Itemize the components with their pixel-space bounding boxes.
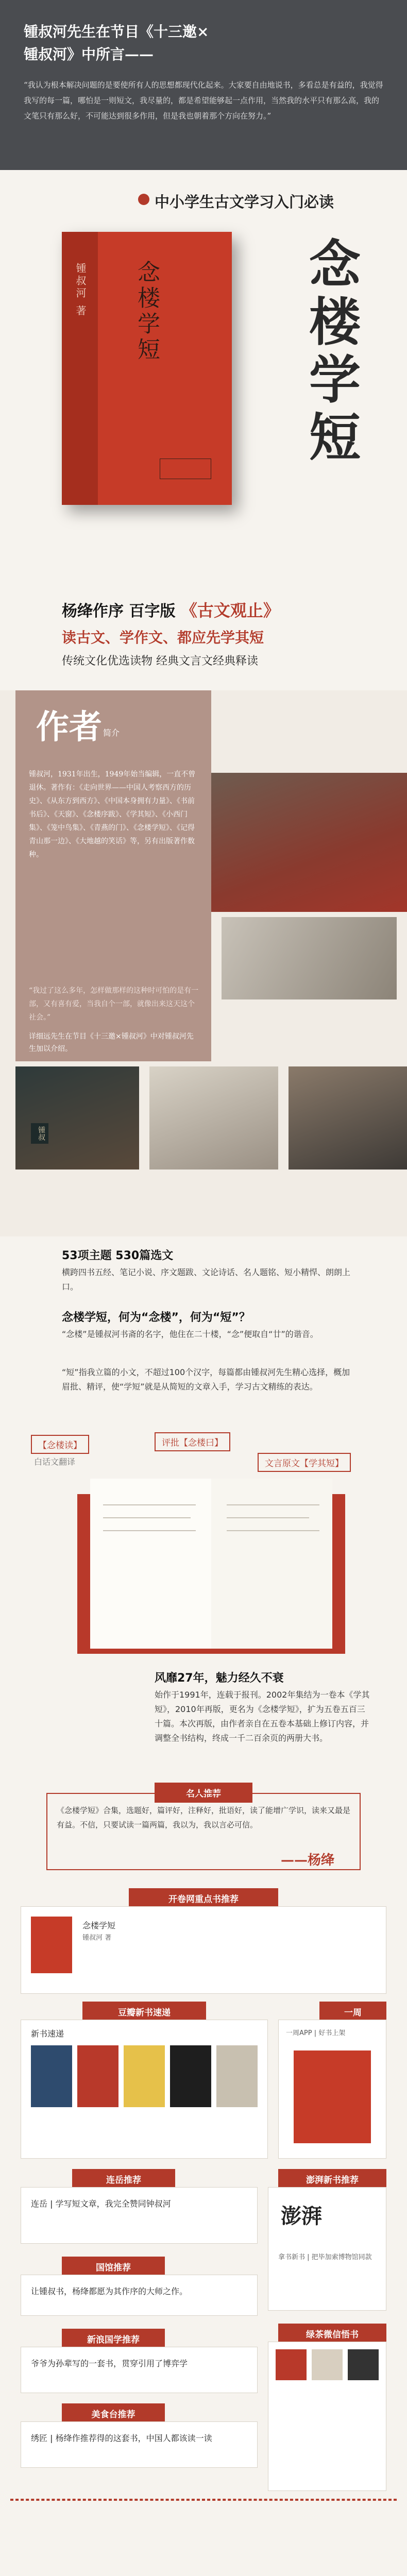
rec-thumb (294, 2050, 371, 2143)
author-name-tag: 锺叔 (31, 1123, 48, 1144)
popularity-heading: 风靡27年，魅力经久不衰 (155, 1672, 284, 1685)
calligraphy-title: 念楼学短 (300, 237, 361, 468)
book-stack-photo (211, 773, 407, 912)
rec-book-author: 锺叔河 著 (82, 1934, 112, 1942)
short-text: “短”指我立篇的小文，不超过100个汉字，每篇都由锺叔河先生精心选择，概加眉批、精评，使“学短”就是从简短的文章入手，学习古文精练的表达。 (62, 1367, 350, 1392)
hero-tagline: 中小学生古文学习入门必读 (155, 193, 334, 211)
author-note: 详细远先生在节目《十三邀×锺叔河》中对锺叔河先生加以介绍。 (29, 1032, 194, 1053)
rec-yizhou-text: 一周APP | 好书上架 (286, 2029, 346, 2037)
quote-section (0, 0, 407, 170)
rec-card-kaijuan (21, 1906, 386, 1994)
text-line (103, 1504, 196, 1505)
rec-thumb (312, 2349, 343, 2380)
rec-card-meishi (21, 2421, 258, 2468)
rec-thumb (276, 2349, 307, 2380)
rec-ribbon-douban: 豆瓣新书速递 (82, 2002, 206, 2022)
divider (10, 2499, 397, 2501)
name-heading: 念楼学短，何为“念楼”，何为“短”？ (62, 1311, 250, 1324)
rec-thumb (124, 2045, 165, 2107)
rec-thumb (170, 2045, 211, 2107)
name-text: “念楼”是锺叔河书斋的名字，他住在二十楼，“念”便取自“廿”的谐音。 (62, 1329, 318, 1339)
book-cover-label (160, 459, 211, 479)
author-subheading: 简介 (103, 728, 120, 738)
hero-line-1 (62, 598, 371, 621)
popularity-text: 始作于1991年，连载于报刊。2002年集结为一卷本《学其短》，2010年再版，更名为《念楼学短》，扩为五卷五百三十篇。本次再版，由作者亲自在五卷本基础上修订内容，并调整全书结构，终成一千二百余页的两册大书。 (155, 1690, 370, 1743)
hero-line-3: 传统文化优选读物 经典文言文经典释读 (62, 655, 258, 668)
author-heading: 作者 (36, 708, 102, 747)
rec-lianyue-text: 连岳 | 学写短文章，我完全赞同钟叔河 (31, 2199, 171, 2209)
book-pages-photo (222, 917, 397, 999)
hero-line-2: 读古文、学作文、都应先学其短 (62, 629, 264, 646)
topic-heading: 53项主题 530篇选文 (62, 1249, 174, 1262)
quote-title (24, 21, 383, 66)
recommendations-section (0, 1762, 407, 2576)
author-bio: 锺叔河，1931年出生，1949年始当编辑，一直不曾退休。著作有：《走向世界——中国人考察西方的历史》、《从东方到西方》、《中国本身拥有力量》、《书前书后》、《天窗》、《念楼序跋》、《学其短》、《小西门集》、《笼中鸟集》、《青燕的门》、《念楼学短》、《记得青山那一边》、《大地越的笑话》等，另有出版著作数种。 (29, 770, 196, 859)
author-photo (15, 1066, 139, 1170)
tag-commentary: 评批【念楼曰】 (155, 1432, 230, 1451)
quote-body: “我认为根本解决问题的是要使所有人的思想都现代化起来。大家要自由地说书，多看总是有益的，我觉得我写的每一篇，哪怕是一则短文，我尽量的，都是希望能够起一点作用，当然我的水平只有那么高，我的文笔只有那么好，不可能达到很多作用，但是我也朝着那个方向在努力。” (24, 80, 383, 121)
topic-text: 横跨四书五经、笔记小说、序文题跋、文论诗话、名人题铭、短小精悍、朗朗上口。 (62, 1267, 351, 1292)
rec-book-thumb (31, 1917, 72, 1973)
rec-thumb (348, 2349, 379, 2380)
pengpai-logo: 澎湃 (281, 2204, 322, 2228)
quote-title-line-2: 锺叔河》中所言—— (24, 46, 154, 63)
tag-translation: 【念楼读】 (31, 1435, 89, 1454)
study-photo (289, 1066, 407, 1170)
rec-guoguan-text: 让锺叔书，杨绛都愿为其作序的大师之作。 (31, 2286, 188, 2296)
rec-card-lianyue (21, 2187, 258, 2244)
book-cover-title: 念楼学短 (133, 260, 160, 363)
rec-ribbon-meishi: 美食台推荐 (62, 2403, 165, 2424)
text-line (227, 1504, 319, 1505)
hero-line-1b: 《古文观止》 (180, 601, 280, 620)
tag-translation-sub: 白话文翻译 (34, 1457, 76, 1467)
seal-icon (138, 194, 149, 205)
intro-section (0, 1236, 407, 1762)
hero-lines (62, 598, 371, 668)
rec-pengpai-text: 拿书新书 | 把毕加索博物馆同款 (278, 2253, 372, 2261)
rec-ribbon-xinlang: 新浪国学推荐 (62, 2329, 165, 2349)
rec-ribbon-lvcha: 绿茶微信悟书 (278, 2324, 386, 2344)
text-line (227, 1530, 319, 1531)
rec-meishi-text: 绣匠 | 杨绛作推荐得的这套书，中国人都该读一读 (31, 2433, 212, 2443)
rec-ribbon-lianyue: 连岳推荐 (72, 2169, 175, 2189)
rec-ribbon-yizhou: 一周 (319, 2002, 386, 2022)
text-line (227, 1517, 309, 1518)
page-spread-photo (149, 1066, 278, 1170)
rec-thumb (31, 2045, 72, 2107)
rec-book-title: 念楼学短 (82, 1921, 116, 1930)
text-line (103, 1517, 191, 1518)
book-spine-text: 锺叔河 著 (74, 263, 87, 318)
celebrity-ribbon: 名人推荐 (155, 1783, 252, 1803)
rec-ribbon-pengpai: 澎湃新书推荐 (278, 2169, 386, 2189)
rec-douban-title: 新书速递 (31, 2029, 64, 2039)
quote-title-line-1: 锺叔河先生在节目《十三邀× (24, 23, 209, 40)
rec-ribbon-guoguan: 国馆推荐 (62, 2257, 165, 2277)
hero-section (0, 170, 407, 690)
rec-ribbon-kaijuan: 开卷网重点书推荐 (129, 1888, 278, 1908)
celebrity-text: 《念楼学短》合集，选题好，篇评好，注释好，批语好，读了能增广学识，读来又最是有益。不信，只要试读一篇两篇，我以为，我以言必可信。 (57, 1806, 351, 1829)
rec-thumb (77, 2045, 118, 2107)
rec-thumb (216, 2045, 258, 2107)
celebrity-signature: ——杨绛 (281, 1853, 335, 1868)
rec-card-xinlang (21, 2347, 258, 2393)
author-section (0, 690, 407, 1236)
tag-original: 文言原文【学其短】 (258, 1453, 351, 1472)
hero-line-1a: 杨绛作序 百字版 (62, 602, 176, 620)
text-line (103, 1530, 196, 1531)
author-quote: “我过了这么多年，怎样做那样的这种时可怕的是有一部，又有喜有爱，当我自个一部，就像出来这天这个社会。” (29, 987, 199, 1022)
rec-xinlang-text: 爷爷为孙辈写的一套书，贯穿引用了博弈学 (31, 2359, 188, 2368)
